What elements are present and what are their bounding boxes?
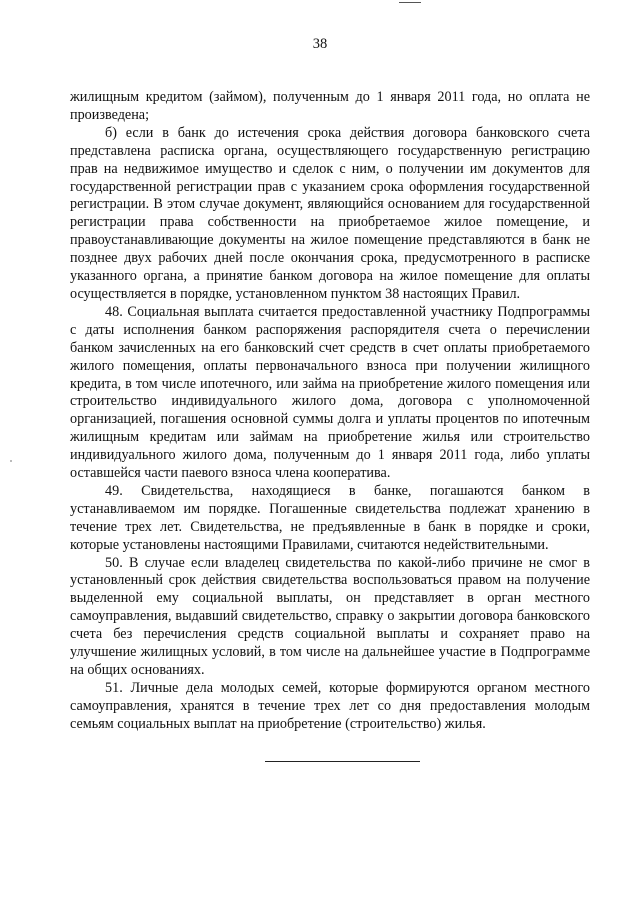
scan-speck: [10, 460, 12, 462]
top-edge-mark: [399, 2, 421, 3]
page-number: 38: [312, 36, 328, 52]
paragraph-51: 51. Личные дела молодых семей, которые формируются органом местного самоуправления, хранятся в течение трех лет со дня предоставления молодым семьям социальных выплат на приобретение (строительство) жилья.: [70, 679, 590, 732]
paragraph-49: 49. Свидетельства, находящиеся в банке, погашаются банком в устанавливаемом им порядке. Погашенные свидетельства подлежат хранению в течение трех лет. Свидетельства, не предъявленные в банк в порядке и сроки, которые установлены настоящими Правилами, считаются недействительными.: [70, 482, 590, 553]
paragraph-b: б) если в банк до истечения срока действия договора банковского счета представлена расписка органа, осуществляющего государственную регистрацию прав на недвижимое имущество и сделок с ним, о получении им документов для государственной регистрации прав с указанием срока оформления государственной регистрации. В этом случае документ, являющийся основанием для государственной регистрации права собственности на приобретаемое жилое помещение, и правоустанавливающие документы на жилое помещение представляются в банк не позднее двух рабочих дней после окончания срока, предусмотренного в расписке указанного органа, а принятие банком договора на жилое помещение для оплаты осуществляется в порядке, установленном пунктом 38 настоящих Правил.: [70, 124, 590, 302]
end-of-document-rule: [265, 761, 420, 762]
document-body: [70, 89, 590, 734]
paragraph-continuation: жилищным кредитом (займом), полученным до 1 января 2011 года, но оплата не произведена;: [70, 89, 590, 123]
paragraph-48: 48. Социальная выплата считается предоставленной участнику Подпрограммы с даты исполнения банком распоряжения распорядителя счета о перечислении банком зачисленных на его банковский счет средств в счет оплаты приобретаемого жилого помещения, оплаты первоначального взноса при получении жилищного кредита, в том числе ипотечного, или займа на приобретение жилого помещения или строительство индивидуального жилого дома, договора с уполномоченной организацией, погашения основной суммы долга и уплаты процентов по ипотечным жилищным кредитам или займам на приобретение жилья или строительство индивидуального жилого дома, полученным до 1 января 2011 года, либо уплаты оставшейся части паевого взноса члена кооператива.: [70, 303, 590, 482]
paragraph-50: 50. В случае если владелец свидетельства по какой-либо причине не смог в установленный срок действия свидетельства воспользоваться правом на получение выделенной ему социальной выплаты, он представляет в орган местного самоуправления, выдавший свидетельство, справку о закрытии договора банковского счета без перечисления средств социальной выплаты и сохраняет право на улучшение жилищных условий, в том числе на дальнейшее участие в Подпрограмме на общих основаниях.: [70, 554, 590, 678]
